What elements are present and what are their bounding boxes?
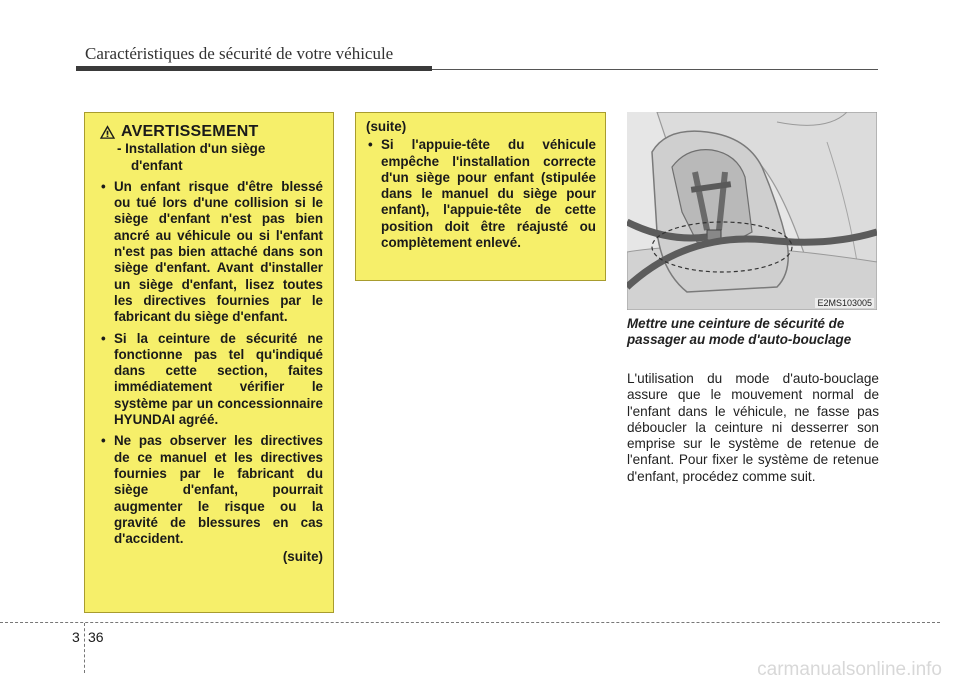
section-body-text: L'utilisation du mode d'auto-bouclage assure que le mouvement normal de l'enfant dans le véhicule, ne fasse pas déboucler la ceinture ni desserrer son emprise sur le système de retenue de l'enfant. Pour fixer le système de retenue d'enfant, procédez comme suit. xyxy=(627,371,879,484)
warning-title-row xyxy=(99,124,323,140)
continued-label: (suite) xyxy=(366,119,407,134)
warning-title: AVERTISSEMENT xyxy=(121,123,259,140)
child-seat-drawing xyxy=(627,112,877,310)
warning-bullet-list xyxy=(366,137,596,251)
warning-box-continued xyxy=(355,112,606,281)
footer-rule xyxy=(0,622,940,623)
image-code: E2MS103005 xyxy=(817,298,872,308)
chapter-number: 3 xyxy=(72,629,80,645)
warning-subtitle-line2: d'enfant xyxy=(131,157,183,173)
section-subheading: Mettre une ceinture de sécurité de passager au mode d'auto-bouclage xyxy=(627,316,852,347)
warning-triangle-icon xyxy=(99,124,116,140)
warning-bullet: • Ne pas observer les directives de ce manuel et les directives fournies par le fabricant du siège d'enfant, pourrait augmenter le risque ou la gravité de blessures en cas d'accident. xyxy=(99,433,323,547)
warning-box-installation xyxy=(84,112,334,613)
warning-bullet: • Un enfant risque d'être blessé ou tué lors d'une collision si le siège d'enfant n'est pas bien ancré au véhicule ou si l'enfant n'est pas bien attaché dans son siège d'enfant. Avant d'installer un siège d'enfant, lisez toutes les directives fournies par le fabricant du siège d'enfant. xyxy=(99,179,323,326)
warning-bullet-list xyxy=(99,179,323,548)
header-rule-thick xyxy=(76,66,432,71)
warning-bullet: • Si la ceinture de sécurité ne fonctionne pas tel qu'indiqué dans cette section, faites immédiatement vérifier le système par un concessionnaire HYUNDAI agréé. xyxy=(99,331,323,429)
child-seat-illustration xyxy=(627,112,877,310)
page-header-title: Caractéristiques de sécurité de votre véhicule xyxy=(85,44,394,63)
page-number: 36 xyxy=(88,629,104,645)
watermark: carmanualsonline.info xyxy=(757,659,942,680)
header-rule-thin xyxy=(432,69,878,70)
continued-label: (suite) xyxy=(282,549,323,565)
warning-bullet: • Si l'appuie-tête du véhicule empêche l'installation correcte d'un siège pour enfant (stipulée dans le manuel du siège pour enfant), l'appuie-tête de cette position doit être réajusté ou complètement enlevé. xyxy=(366,137,596,251)
footer-divider xyxy=(84,623,85,673)
warning-subtitle-line1: - Installation d'un siège xyxy=(117,141,266,157)
warning-subtitle xyxy=(99,141,323,174)
